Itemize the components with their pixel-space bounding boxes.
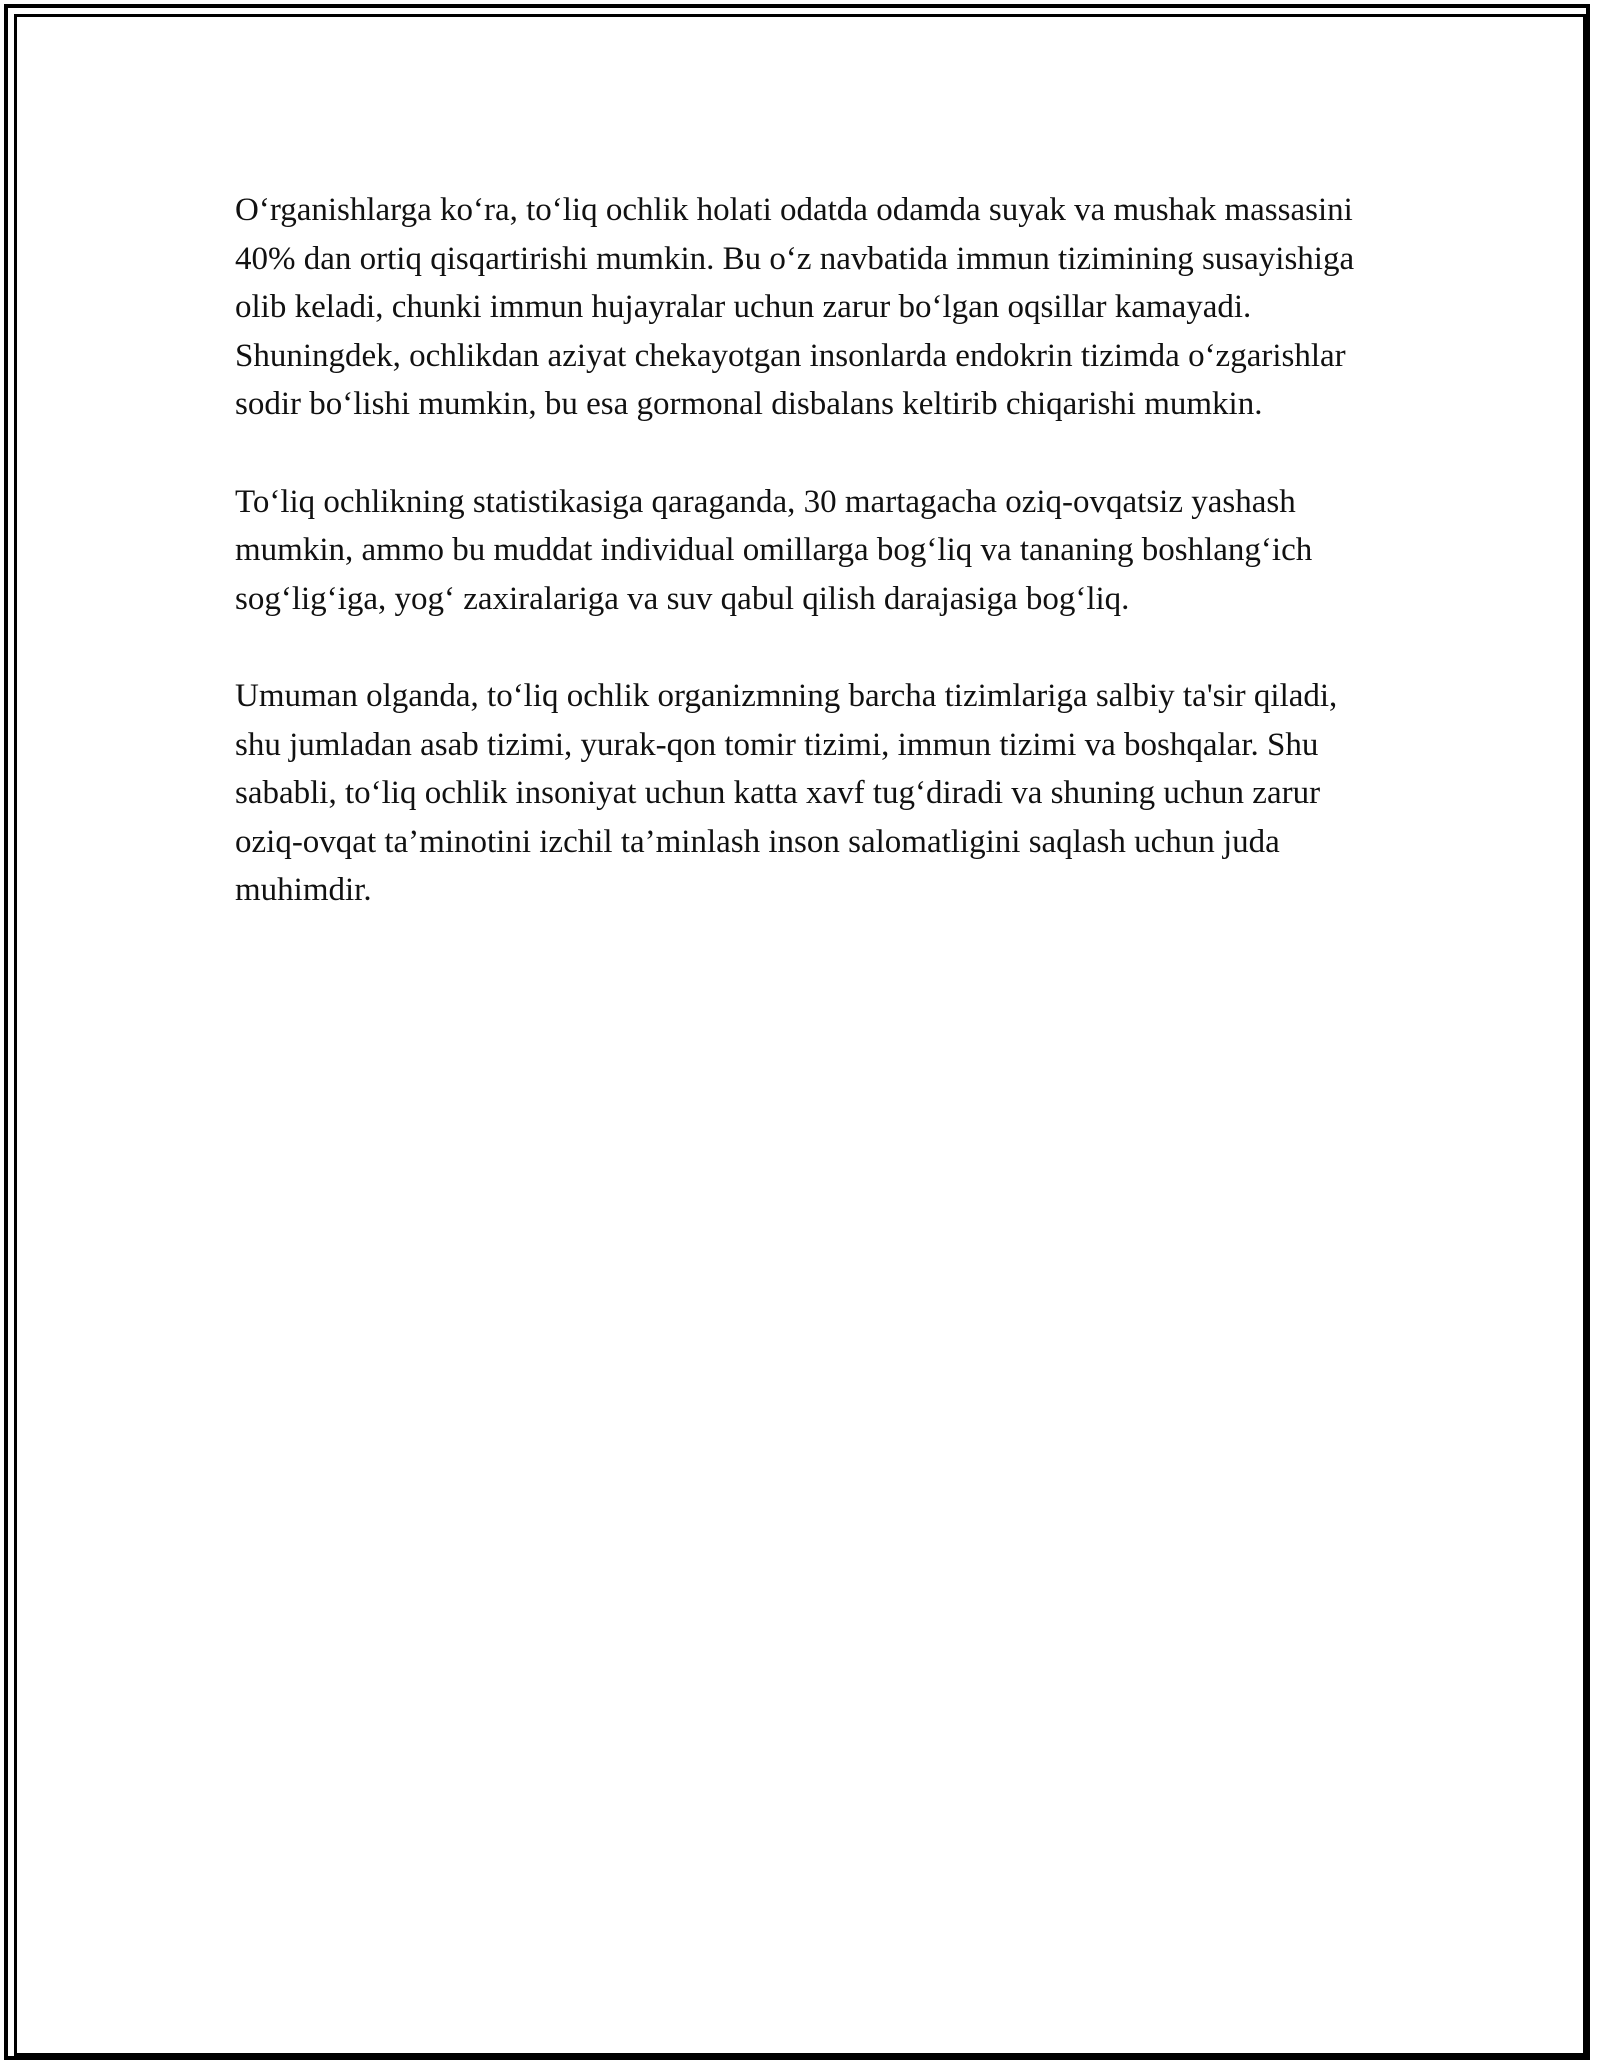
document-body [235,186,1375,964]
paragraph-3: Umuman olganda, to‘liq ochlik organizmning barcha tizimlariga salbiy ta'sir qiladi, shu jumladan asab tizimi, yurak-qon tomir tizimi, immun tizimi va boshqalar. Shu sababli, to‘liq ochlik insoniyat uchun katta xavf tug‘diradi va shuning uchun zarur oziq-ovqat ta’minotini izchil ta’minlash inson salomatligini saqlash uchun juda muhimdir. [235,678,1338,908]
paragraph-2: To‘liq ochlikning statistikasiga qaraganda, 30 martagacha oziq-ovqatsiz yashash mumkin, ammo bu muddat individual omillarga bog‘liq va tananing boshlang‘ich sog‘lig‘iga, yog‘ zaxiralariga va suv qabul qilish darajasiga bog‘liq. [235,483,1313,617]
paragraph-1: O‘rganishlarga ko‘ra, to‘liq ochlik holati odatda odamda suyak va mushak massasini 40% dan ortiq qisqartirishi mumkin. Bu o‘z navbatida immun tizimining susayishiga olib keladi, chunki immun hujayralar uchun zarur bo‘lgan oqsillar kamayadi. Shuningdek, ochlikdan aziyat chekayotgan insonlarda endokrin tizimda o‘zgarishlar sodir bo‘lishi mumkin, bu esa gormonal disbalans keltirib chiqarishi mumkin. [235,192,1355,422]
